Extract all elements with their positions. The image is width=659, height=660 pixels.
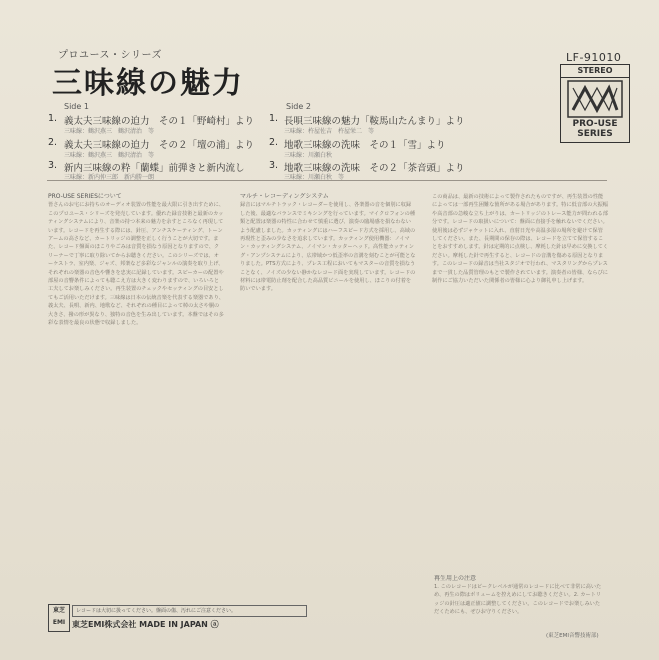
album-title: 三味線の魅力 (52, 66, 244, 101)
side1-track1-credit: 三味線：鶴沢燕三 鶴沢清治 等 (64, 128, 155, 135)
side1-track2-title: 義太夫三味線の迫力 その２「壇の浦」より (64, 140, 255, 151)
pro-use-series-logo (560, 77, 630, 143)
side2-track3-title: 地歌三味線の洗味 その２「茶音頭」より (284, 163, 465, 174)
stereo-badge: STEREO (560, 64, 630, 78)
divider-line (47, 180, 607, 181)
playback-notes (434, 575, 604, 627)
emi-logo-top: 東芝 (52, 607, 65, 614)
playback-notes-text: 1. このレコードはピークレベルが通常のレコードに比べて非常に高いため、再生の際はボリュームを控えめにしてお聴きください。2. カートリッジの針圧は適正値に調整してください。このレコードでお楽しみいただくためにも、ぜひお守りください。 (434, 584, 602, 615)
side1-track3-no: 3. (48, 160, 58, 171)
logo-line2: SERIES (577, 129, 613, 139)
side1-track2-no: 2. (48, 137, 58, 148)
side2-track1-credit: 三味線：杵屋佐吉 杵屋栄二 等 (284, 128, 375, 135)
col2-heading: マルチ・レコーディングシステム (240, 193, 329, 200)
side2-track2-title: 地歌三味線の洗味 その１「雪」より (284, 140, 446, 151)
side2-track2-credit: 三味線：川瀬白秋 (284, 152, 333, 159)
side2-track3-credit: 三味線：川瀬白秋 等 (284, 174, 345, 181)
side1-track2-credit: 三味線：鶴沢燕三 鶴沢清治 等 (64, 152, 155, 159)
col3-text: この商品は、最新の技術によって製作されたものですが、再生装置の性能によっては一部再生困難な箇所がある場合があります。特に低音部の大振幅や高音部の急峻な立ち上がりは、カートリッジのトレース能力が問われる部分です。レコードの取扱いについて：盤面に直接手を触れないでください。使用後は必ずジャケットに入れ、直射日光や高温多湿の場所を避けて保管してください。また、長期間の保存の際は、レコードを立てて保管することをおすすめします。針は定期的に点検し、摩耗した針は早めに交換してください。摩耗した針で再生すると、レコードの音溝を傷める原因となります。このレコードの録音は当社スタジオで行われ、マスタリングからプレスまで一貫した品質管理のもとで製作されています。演奏者の皆様、ならびに制作にご協力いただいた関係者の皆様に心より御礼申し上げます。 (432, 194, 608, 285)
side1-track1-no: 1. (48, 113, 58, 124)
playback-notes-heading: 再生用上の注意 (434, 575, 477, 582)
col1-heading: PRO-USE SERIESについて (48, 193, 122, 200)
side2-track3-no: 3. (269, 160, 279, 171)
side2-track1-no: 1. (269, 113, 279, 124)
liner-notes-col2 (240, 193, 416, 628)
liner-notes-col3 (432, 193, 608, 568)
side1-label: Side 1 (64, 102, 89, 111)
col2-text: 録音にはマルチトラック・レコーダーを使用し、各楽器の音を個別に収録した後、最適なバランスでミキシングを行っています。マイクロフォンの種類と配置は楽器の特性に合わせて慎重に選び、演奏の臨場感を損なわないよう配慮しました。カッティングにはハーフスピード方式を採用し、高域の再現性と歪みの少なさを追求しています。カッティング使用機器：ノイマン・カッティングシステム、ノイマン・カッターヘッド。高性能カッティング・アンプシステムにより、広帯域かつ低歪率の音溝を刻むことが可能となりました。PTS方式により、プレス工程においてもマスターの音質を損なうことなく、ノイズの少ない静かなレコード面を実現しています。レコードの材料には帯電防止剤を配合した高品質ビニールを使用し、ほこりの付着を防いでいます。 (240, 202, 416, 293)
side1-track3-credit: 三味線：新内仲三郎 新内勝一朗 (64, 174, 155, 181)
toshiba-emi-logo (48, 604, 70, 632)
side1-track1-title: 義太夫三味線の迫力 その１「野崎村」より (64, 116, 255, 127)
side2-track1-title: 長唄三味線の魅力「鞍馬山たんまり」より (284, 116, 465, 127)
side2-track2-no: 2. (269, 137, 279, 148)
emi-logo-bottom: EMI (52, 619, 66, 626)
technical-credit: (東芝EMI音響技術部) (546, 633, 599, 639)
handling-warning: レコードは大切に扱ってください。盤面の傷、汚れにご注意ください。 (72, 605, 307, 617)
series-label: プロユース・シリーズ (58, 50, 162, 61)
company-name: 東芝EMI株式会社 MADE IN JAPAN ⓐ (72, 620, 219, 629)
col1-text: 皆さんのお宅にお持ちのオーディオ装置の性能を最大限に引き出すために、このプロユース・シリーズを発売しています。優れた録音技術と最新のカッティングシステムにより、音楽の持つ本来の魅力を余すところなく再現しています。レコードを再生する際には、針圧、アンチスケーティング、トーンアームの高さなど、カートリッジの調整を正しく行うことが大切です。また、レコード盤面のほこりやごみは音質を損なう原因となりますので、クリーナーで丁寧に取り除いてからお聴きください。このシリーズでは、オーケストラ、室内楽、ジャズ、邦楽など多彩なジャンルの演奏を取り上げ、それぞれの楽器の音色や響きを忠実に記録しています。スピーカーの配置や部屋の音響条件によっても聴こえ方は大きく変わりますので、いろいろと工夫してお楽しみください。再生装置のチェックやセッティングの目安としてもご活用いただけます。三味線は日本の伝統音楽を代表する楽器であり、義太夫、長唄、新内、地歌など、それぞれの種目によって棹の太さや胴の大きさ、撥の形が異なり、独特の音色を生み出しています。本盤ではその多彩な表情を最良の状態で収録しました。 (48, 202, 224, 327)
side2-label: Side 2 (286, 102, 311, 111)
catalog-number: LF-91010 (566, 51, 622, 64)
pro-use-logo-icon (567, 80, 623, 118)
side1-track3-title: 新内三味線の粋「蘭蝶」前弾きと新内流し (64, 163, 245, 174)
logo-line1: PRO-USE (572, 119, 618, 129)
liner-notes-col1 (48, 193, 224, 598)
